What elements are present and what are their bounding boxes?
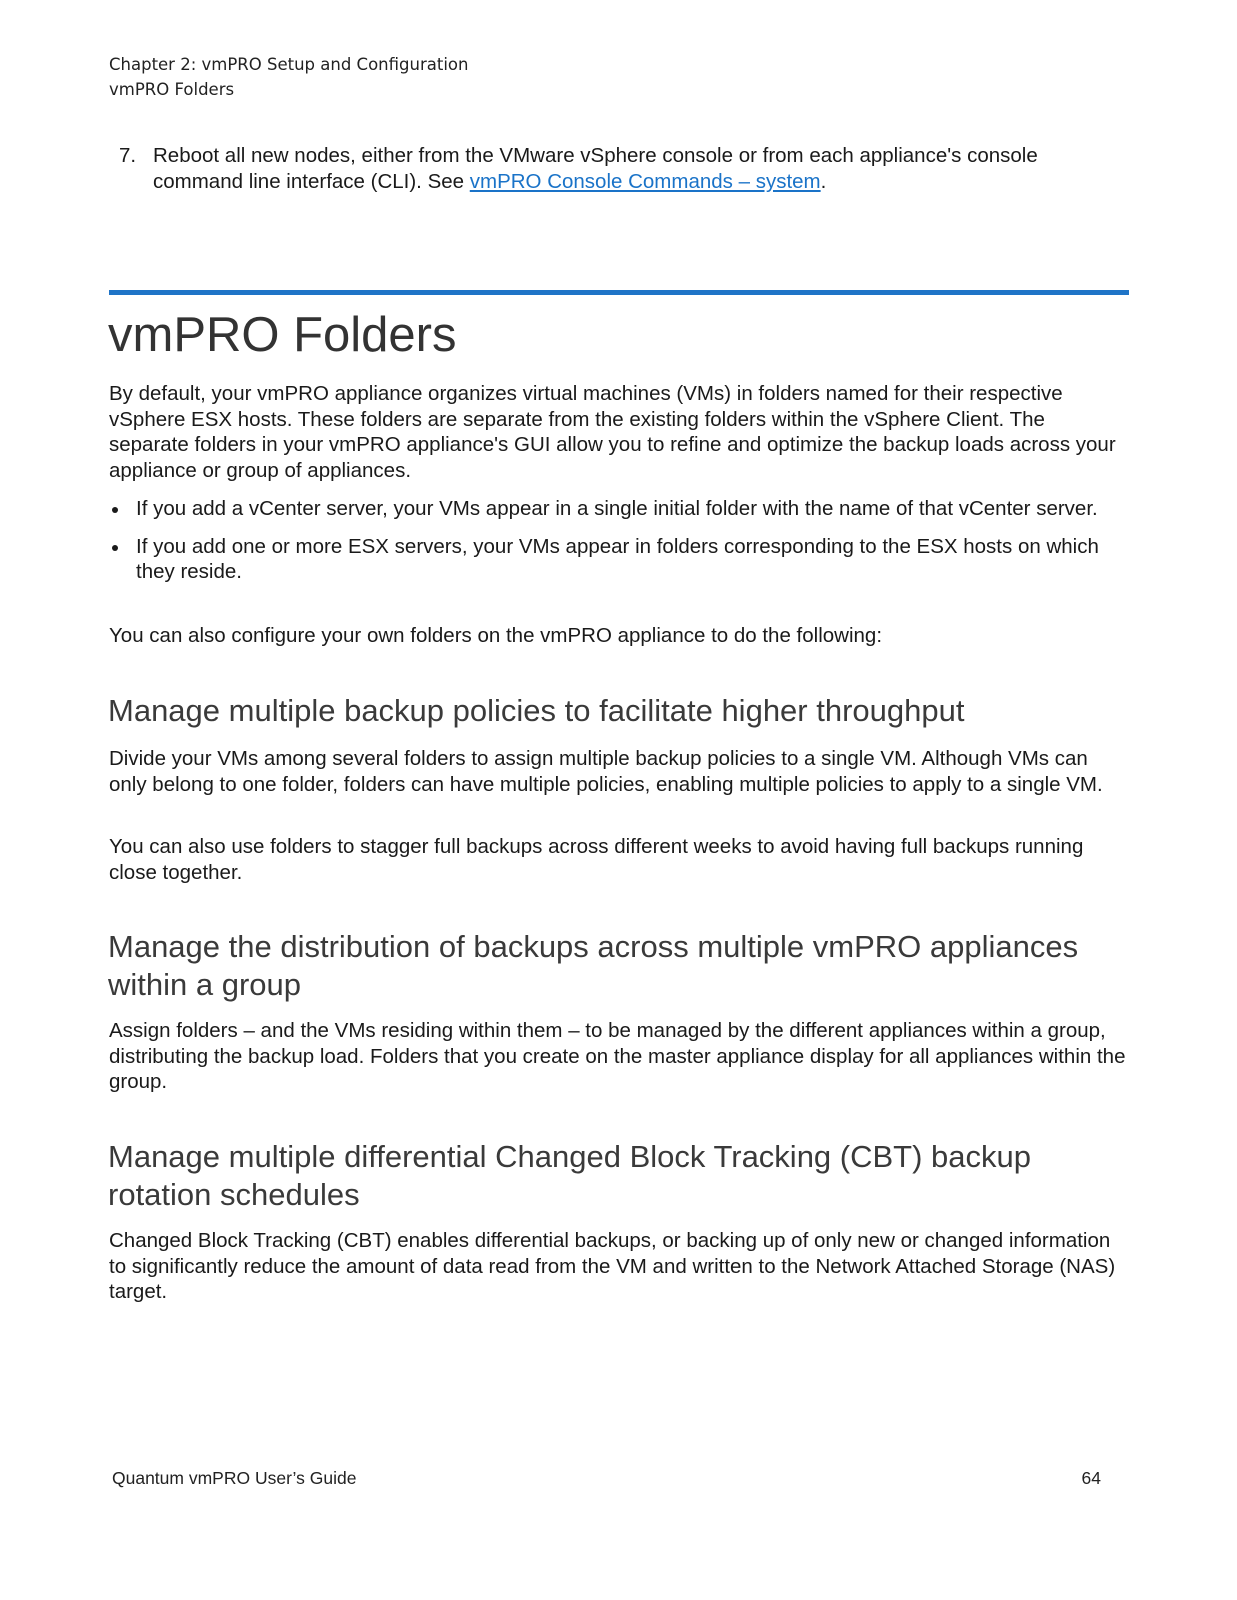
heading-cbt: Manage multiple differential Changed Block Tracking (CBT) backup rotation schedules [108, 1139, 1032, 1212]
running-header [109, 52, 468, 102]
step-number: 7. [119, 144, 137, 167]
numbered-step [109, 143, 1119, 194]
heading-backup-policies: Manage multiple backup policies to facilitate higher throughput [108, 693, 965, 728]
console-commands-link[interactable]: vmPRO Console Commands – system [469, 169, 821, 193]
backup-policies-paragraph-1: Divide your VMs among several folders to assign multiple backup policies to a single VM. Although VMs can only belong to one folder, folders can have multiple policies, enabling multiple policies to apply to a single VM. [109, 747, 1103, 796]
backup-policies-paragraph-2: You can also use folders to stagger full backups across different weeks to avoid having full backups running close together. [109, 835, 1084, 884]
footer-guide-title: Quantum vmPRO User’s Guide [112, 1468, 357, 1488]
header-section: vmPRO Folders [109, 80, 235, 99]
list-item [109, 534, 1129, 585]
step-text-before: Reboot all new nodes, either from the VMware vSphere console or from each appliance's console command line interface (CLI). See [153, 144, 1038, 193]
step-text [153, 143, 1119, 194]
bullet-list [109, 496, 1129, 597]
bullet-icon [112, 545, 118, 551]
configure-paragraph: You can also configure your own folders on the vmPRO appliance to do the following: [109, 624, 883, 647]
bullet-text: If you add one or more ESX servers, your VMs appear in folders corresponding to the ESX hosts on which they reside. [136, 534, 1099, 583]
bullet-text: If you add a vCenter server, your VMs appear in a single initial folder with the name of that vCenter server. [136, 497, 1098, 520]
page-title: vmPRO Folders [108, 308, 457, 362]
heading-distribution: Manage the distribution of backups across multiple vmPRO appliances within a group [108, 929, 1079, 1002]
footer-page-number: 64 [1081, 1468, 1101, 1488]
step-text-after: . [820, 169, 827, 193]
header-chapter: Chapter 2: vmPRO Setup and Configuration [109, 55, 469, 74]
distribution-paragraph: Assign folders – and the VMs residing within them – to be managed by the different appliances within a group, distributing the backup load. Folders that you create on the master appliance display for all appliances within the group. [109, 1019, 1126, 1093]
cbt-paragraph: Changed Block Tracking (CBT) enables differential backups, or backing up of only new or changed information to significantly reduce the amount of data read from the VM and written to the Network Attached Storage (NAS) target. [109, 1229, 1116, 1303]
list-item [109, 496, 1129, 522]
bullet-icon [112, 507, 118, 513]
intro-paragraph: By default, your vmPRO appliance organizes virtual machines (VMs) in folders named for their respective vSphere ESX hosts. These folders are separate from the existing folders within the vSphere Client. The separate folders in your vmPRO appliance's GUI allow you to refine and optimize the backup loads across your appliance or group of appliances. [109, 382, 1116, 482]
section-divider [109, 290, 1129, 295]
